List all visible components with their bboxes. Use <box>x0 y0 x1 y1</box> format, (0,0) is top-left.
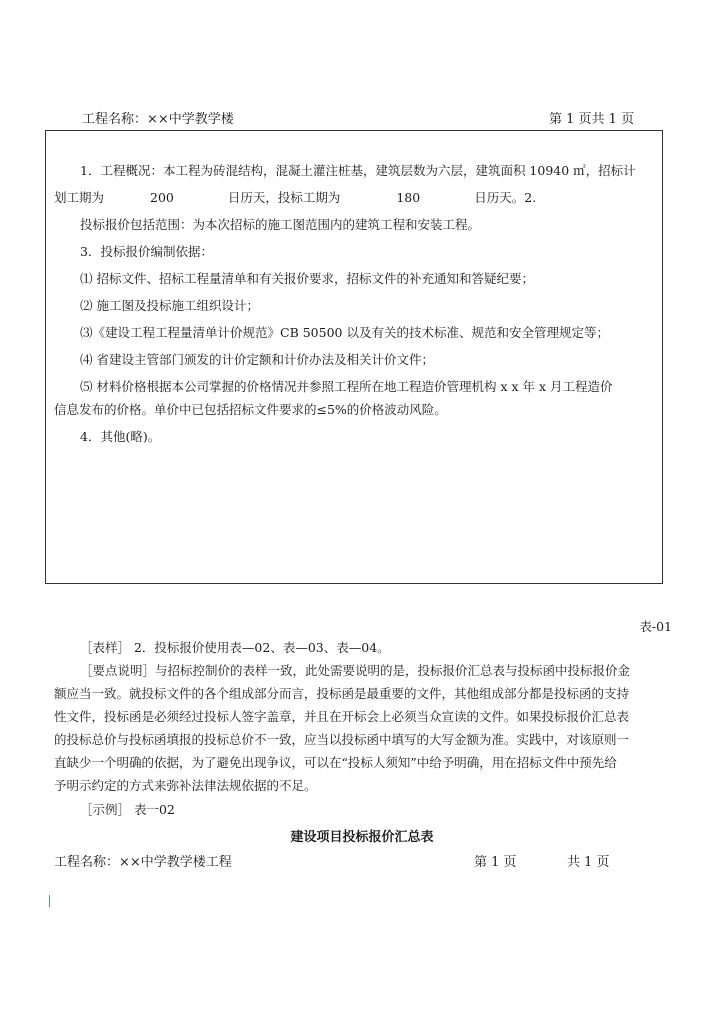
note-line-1: ［要点说明］与招标控制价的表样一致，此处需要说明的是，投标报价汇总表与投标函中投标报价金 <box>80 663 631 678</box>
planned-days: 200 <box>150 190 174 205</box>
box-line-basis-2: ⑵ 施工图及投标施工组织设计； <box>80 298 259 313</box>
summary-page-total: 共 1 页 <box>567 855 610 870</box>
text-cursor-marker <box>49 895 50 907</box>
note-line-2: 额应当一致。就投标文件的各个组成部分而言，投标函是最重要的文件，其他组成部分都是投标函的支持 <box>54 686 630 701</box>
bid-days: 180 <box>396 190 421 205</box>
box-line-basis-heading: 3．投标报价编制依据： <box>80 244 213 259</box>
header-project-name: 工程名称：××中学教学楼 <box>82 112 234 127</box>
example-line: ［示例］ 表一02 <box>80 802 175 817</box>
header-page-info: 第 1 页共 1 页 <box>549 112 635 127</box>
box-line-basis-3: ⑶《建设工程工程量清单计价规范》CB 50500 以及有关的技术标准、规范和安全管理规定等； <box>80 325 609 340</box>
box-line-basis-1: ⑴ 招标文件、招标工程量清单和有关报价要求，招标文件的补充通知和答疑纪要； <box>80 271 534 286</box>
box-line-other: 4．其他(略)。 <box>80 429 161 444</box>
box-line-basis-5: ⑸ 材料价格根据本公司掌握的价格情况并参照工程所在地工程造价管理机构 x x 年 x 月工程造价 <box>80 379 613 394</box>
explanation-box <box>45 130 663 584</box>
summary-title: 建设项目投标报价汇总表 <box>290 830 434 845</box>
note-line-5: 直缺少一个明确的依据，为了避免出现争议，可以在“投标人须知”中给予明确，用在招标文件中预先给 <box>54 755 617 770</box>
note-line-6: 予明示约定的方式来弥补法律法规依据的不足。 <box>54 778 317 793</box>
box-line-scope: 投标报价包括范围：为本次招标的施工图范围内的建筑工程和安装工程。 <box>80 217 481 232</box>
note-line-3: 性文件，投标函是必须经过投标人签字盖章，并且在开标会上必须当众宣读的文件。如果投标报价汇总表 <box>54 709 630 724</box>
box-line-schedule <box>54 188 536 206</box>
schedule-label: 划工期为 <box>54 190 105 205</box>
table-ref-label: 表-01 <box>639 619 672 634</box>
box-line-overview: 1．工程概况：本工程为砖混结构，混凝土灌注桩基，建筑层数为六层，建筑面积 10940 ㎡，招标计 <box>80 163 636 178</box>
schedule-mid: 日历天，投标工期为 <box>227 190 341 205</box>
sample-line: ［表样］ 2．投标报价使用表—02、表—03、表—04。 <box>80 640 390 655</box>
box-line-basis-4: ⑷ 省建设主管部门颁发的计价定额和计价办法及相关计价文件； <box>80 352 434 367</box>
summary-project-name: 工程名称：××中学教学楼工程 <box>54 855 232 870</box>
schedule-end: 日历天。2. <box>474 190 537 205</box>
note-line-4: 的投标总价与投标函填报的投标总价不一致，应当以投标函中填写的大写金额为准。实践中，对该原则一 <box>54 732 630 747</box>
summary-page-no: 第 1 页 <box>474 855 517 870</box>
box-line-basis-5-cont: 信息发布的价格。单价中已包括招标文件要求的≤5%的价格波动风险。 <box>54 402 447 417</box>
